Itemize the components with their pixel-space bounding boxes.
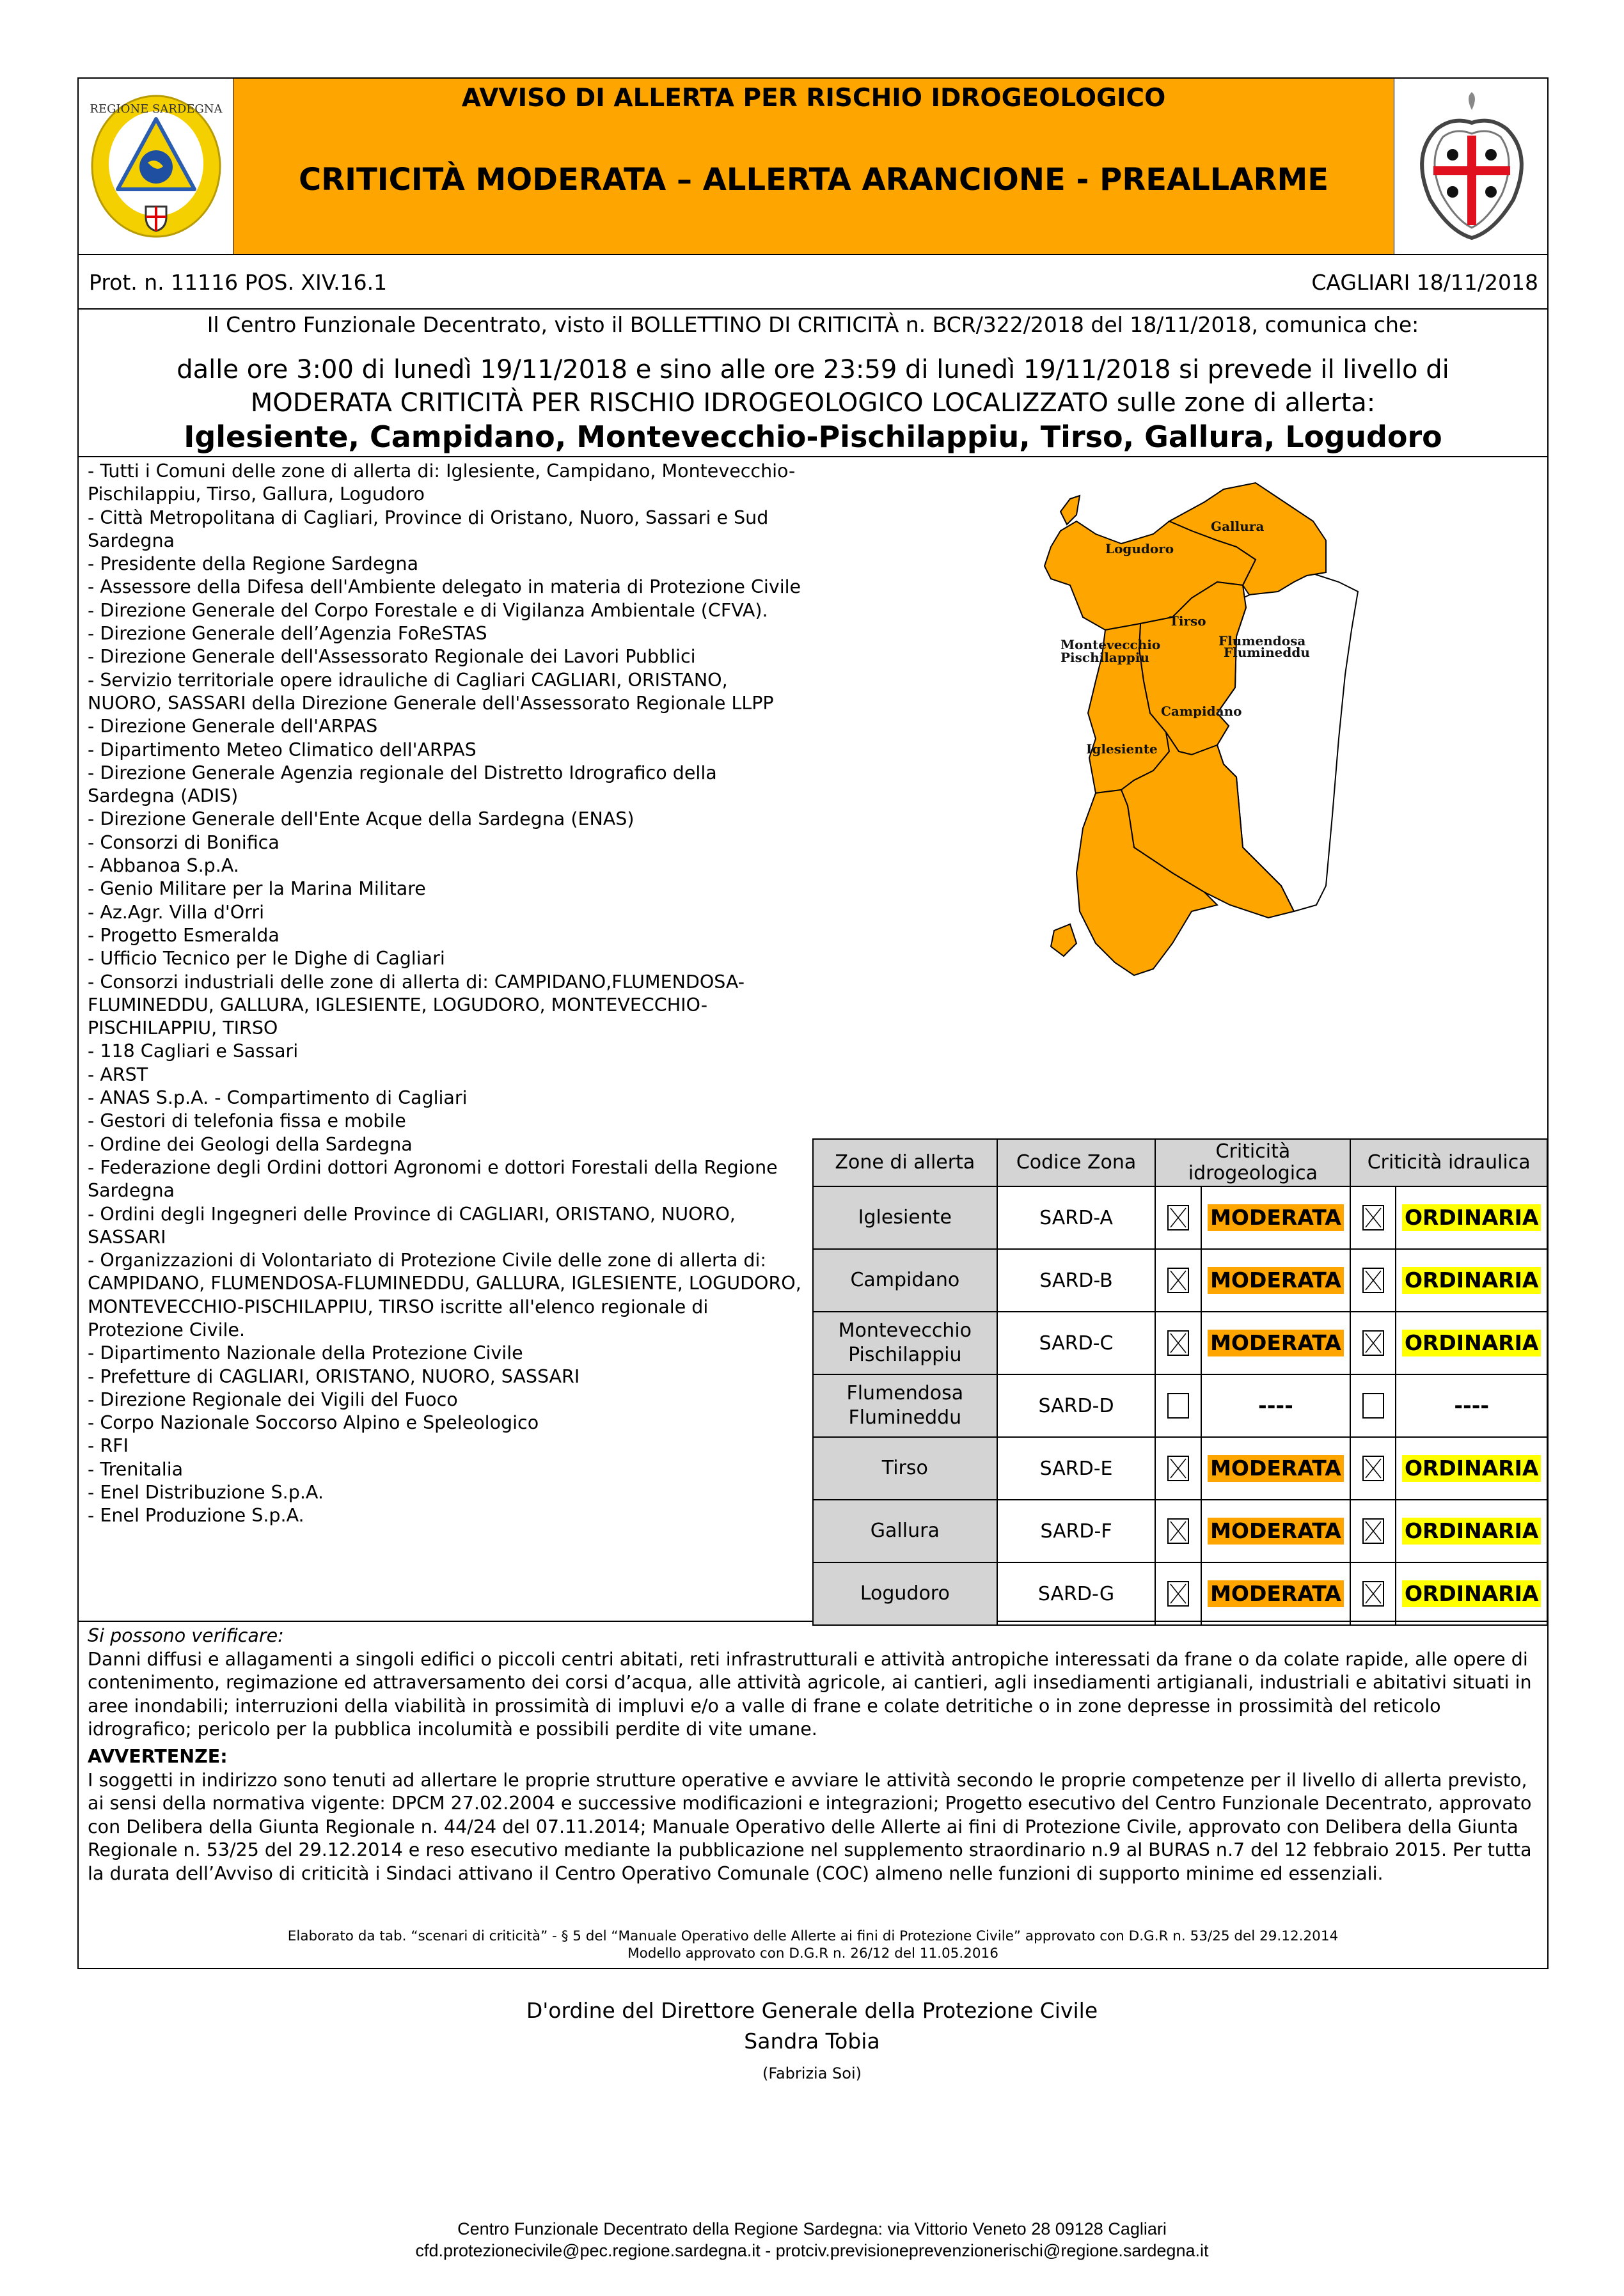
signatory-name: Sandra Tobia [744,2029,880,2054]
zone-code: SARD-F [997,1500,1156,1562]
recipient-item: - Az.Agr. Villa d'Orri [88,901,265,923]
alert-title: AVVISO DI ALLERTA PER RISCHIO IDROGEOLOGICO [461,84,1166,113]
drafted-by: (Fabrizia Soi) [762,2064,862,2082]
source-note [79,1928,1547,1962]
hydraulic-checkbox-cell [1350,1437,1396,1500]
map-island-sant-antioco [1051,924,1076,956]
hydraulic-level-cell [1396,1186,1547,1249]
warnings-text: I soggetti in indirizzo sono tenuti ad allertare le proprie strutture operative e avviare le attività secondo le proprie competenze per il livello di allerta previsto, ai sensi della normativa vigente: DPCM 27.02.2004 e successive modificazioni e integrazioni; Progetto esecutivo del Centro Funzionale Decentrato, approvato con Delibera della Giunta Regionale n. 44/24 del 07.11.2014; Manuale Operativo delle Allerte ai fini di Protezione Civile, approvato con Delibera della Giunta Regionale n. 53/25 del 29.12.2014 e reso esecutivo mediante la pubblicazione nel supplemento straordinario n.9 al BURAS n.7 del 12 febbraio 2015. Per tutta la durata dell’Avviso di criticità i Sindaci attivano il Centro Operativo Comunale (COC) almeno nelle funzioni di supporto minime ed essenziali. [88,1769,1532,1884]
source-note-line1: Elaborato da tab. “scenari di criticità” - § 5 del “Manuale Operativo delle Allerte ai fini di Protezione Civile” approvato con D.G.R n. 53/25 del 29.12.2014 [287,1928,1339,1944]
effects-heading: Si possono verificare: [88,1625,284,1646]
recipient-item: - Abbanoa S.p.A. [88,855,239,877]
zone-row [813,1374,1547,1437]
hydraulic-level-badge: ORDINARIA [1402,1330,1541,1356]
recipient-item: - Corpo Nazionale Soccorso Alpino e Speleologico [88,1412,539,1434]
hydrogeo-level-cell [1201,1312,1351,1374]
hydrogeo-level-cell [1201,1437,1351,1500]
hydrogeo-checkbox-cell [1155,1312,1201,1374]
recipient-item: - Direzione Generale del Corpo Forestale e di Vigilanza Ambientale (CFVA). [88,599,768,621]
hydraulic-checkbox-cell [1350,1312,1396,1374]
zone-row [813,1312,1547,1374]
zone-name-text: Gallura [870,1520,940,1542]
place-date: CAGLIARI 18/11/2018 [1311,270,1538,295]
recipient-item: - Direzione Generale dell'Ente Acque della Sardegna (ENAS) [88,808,635,830]
hydrogeo-level-badge: MODERATA [1208,1330,1344,1356]
footer-address: Centro Funzionale Decentrato della Regione Sardegna: via Vittorio Veneto 28 09128 Cagliari [457,2219,1167,2238]
hydraulic-level-cell [1396,1562,1547,1625]
hydrogeo-level-cell [1201,1249,1351,1312]
recipient-item: - 118 Cagliari e Sassari [88,1041,299,1062]
recipient-item: - Enel Distribuzione S.p.A. [88,1482,324,1504]
col-header-zone: Zone di allerta [813,1139,997,1186]
zone-name-text: Iglesiente [858,1206,952,1229]
map-label-iglesiente: Iglesiente [1086,741,1158,757]
coat-of-arms-cell [1394,79,1549,254]
zone-name [813,1500,997,1562]
signature-order-line: D'ordine del Direttore Generale della Protezione Civile [526,1998,1098,2023]
hydraulic-level-cell [1396,1374,1547,1437]
map-label-logudoro: Logudoro [1105,541,1174,556]
hydraulic-level-badge: ORDINARIA [1402,1267,1541,1294]
col-header-hydraulic: Criticità idraulica [1350,1139,1547,1186]
zone-name-text: Flumendosa Flumineddu [846,1382,964,1429]
hydrogeo-level-badge: MODERATA [1208,1518,1344,1545]
intro-period-line: dalle ore 3:00 di lunedì 19/11/2018 e sino alle ore 23:59 di lunedì 19/11/2018 si prevede il livello di [177,355,1449,384]
protocol-number: Prot. n. 11116 POS. XIV.16.1 [89,270,388,295]
protocol-row [79,255,1547,310]
hydrogeo-level-badge: MODERATA [1208,1455,1344,1482]
recipient-item: - Ordini degli Ingegneri delle Province di CAGLIARI, ORISTANO, NUORO, SASSARI [88,1203,741,1248]
recipient-item: - Direzione Generale dell'ARPAS [88,716,378,737]
hydraulic-checkbox[interactable] [1362,1268,1384,1293]
col-header-code: Codice Zona [997,1139,1156,1186]
zone-row [813,1249,1547,1312]
hydraulic-checkbox[interactable] [1362,1456,1384,1481]
hydrogeo-level-badge: MODERATA [1208,1580,1344,1607]
sardinia-map-svg [1025,470,1384,1110]
zone-code: SARD-D [997,1374,1156,1437]
recipient-item: - Assessore della Difesa dell'Ambiente delegato in materia di Protezione Civile [88,576,801,598]
hydraulic-checkbox-cell [1350,1374,1396,1437]
hydraulic-level-cell [1396,1500,1547,1562]
map-label-flumendosa: Flumendosa [1218,633,1306,649]
zone-name-text: Logudoro [860,1582,950,1605]
intro-section [79,310,1547,457]
hydrogeo-checkbox[interactable] [1167,1456,1189,1481]
recipient-item: - Progetto Esmeralda [88,924,280,946]
col-header-hydrogeo: Criticità idrogeologica [1155,1139,1350,1186]
hydrogeo-checkbox[interactable] [1167,1518,1189,1544]
hydrogeo-checkbox[interactable] [1167,1581,1189,1607]
hydraulic-checkbox[interactable] [1362,1205,1384,1231]
recipient-item: - Federazione degli Ordini dottori Agronomi e dottori Forestali della Regione Sardegna [88,1156,784,1202]
hydrogeo-level-cell [1201,1186,1351,1249]
recipient-item: - Città Metropolitana di Cagliari, Province di Oristano, Nuoro, Sassari e Sud Sardegna [88,507,775,551]
zone-name [813,1437,997,1500]
map-label-gallura: Gallura [1211,519,1265,534]
zone-row [813,1562,1547,1625]
alert-zones-table [812,1138,1548,1626]
zone-name [813,1186,997,1249]
zone-code: SARD-G [997,1562,1156,1625]
hydrogeo-checkbox-cell [1155,1374,1201,1437]
hydraulic-level-cell [1396,1312,1547,1374]
recipient-item: - ARST [88,1064,148,1085]
hydraulic-level-badge: ORDINARIA [1402,1580,1541,1607]
hydrogeo-checkbox[interactable] [1167,1268,1189,1293]
map-label-flumineddu: Flumineddu [1224,645,1310,660]
zone-row [813,1500,1547,1562]
hydraulic-level-badge: ---- [1454,1393,1490,1418]
sardinia-coat-of-arms-icon [1411,91,1533,242]
sardinia-alert-map [1025,470,1384,1110]
footer-emails[interactable]: cfd.protezionecivile@pec.regione.sardegna.it - protciv.previsioneprevenzionerischi@regione.sardegna.it [415,2241,1209,2260]
map-label-montevecchio: Montevecchio [1060,637,1161,652]
recipient-item: - Dipartimento Meteo Climatico dell'ARPAS [88,739,477,760]
warnings-heading: AVVERTENZE: [88,1745,228,1767]
body-section [79,457,1547,1622]
hydraulic-level-cell [1396,1249,1547,1312]
hydrogeo-level-badge: ---- [1258,1393,1293,1418]
hydrogeo-checkbox-cell [1155,1562,1201,1625]
zone-code: SARD-A [997,1186,1156,1249]
hydraulic-level-badge: ORDINARIA [1402,1455,1541,1482]
hydraulic-checkbox-cell [1350,1500,1396,1562]
recipient-item: - Direzione Regionale dei Vigili del Fuoco [88,1388,458,1410]
hydrogeo-level-cell [1201,1374,1351,1437]
zone-code: SARD-E [997,1437,1156,1500]
zone-name [813,1312,997,1374]
scenario-section [79,1622,1547,1969]
hydrogeo-level-cell [1201,1562,1351,1625]
hydrogeo-checkbox-cell [1155,1500,1201,1562]
recipient-item: - Tutti i Comuni delle zone di allerta di: Iglesiente, Campidano, Montevecchio-Pischilappiu, Tirso, Gallura, Logudoro [88,460,796,505]
table-header-row [813,1139,1547,1186]
hydraulic-checkbox[interactable] [1362,1393,1384,1419]
recipient-item: - Servizio territoriale opere idrauliche di Cagliari CAGLIARI, ORISTANO, NUORO, SASSARI della Direzione Generale dell'Assessorato Regionale LLPP [88,669,774,714]
zone-code: SARD-C [997,1312,1156,1374]
hydrogeo-level-cell [1201,1500,1351,1562]
hydrogeo-level-badge: MODERATA [1208,1267,1344,1294]
hydrogeo-checkbox[interactable] [1167,1393,1189,1419]
map-label-tirso: Tirso [1169,613,1206,629]
zone-code: SARD-B [997,1249,1156,1312]
recipient-item: - Consorzi industriali delle zone di allerta di: CAMPIDANO,FLUMENDOSA-FLUMINEDDU, GALLURA, IGLESIENTE, LOGUDORO, MONTEVECCHIO-PISCHILAPPIU, TIRSO [88,971,745,1039]
zone-row [813,1437,1547,1500]
hydrogeo-level-badge: MODERATA [1208,1204,1344,1231]
recipient-item: - Organizzazioni di Volontariato di Protezione Civile delle zone di allerta di: CAMPIDANO, FLUMENDOSA-FLUMINEDDU, GALLURA, IGLESIENTE, LOGUDORO, MONTEVECCHIO-PISCHILAPPIU, TIRSO iscritte all'elenco regionale di Protezione Civile. [88,1250,807,1341]
hydraulic-checkbox-cell [1350,1249,1396,1312]
hydraulic-level-badge: ORDINARIA [1402,1204,1541,1231]
map-label-pischilappiu: Pischilappiu [1060,650,1149,665]
recipients-list [88,460,807,1528]
hydraulic-level-badge: ORDINARIA [1402,1518,1541,1545]
recipient-item: - Dipartimento Nazionale della Protezione Civile [88,1342,523,1364]
hydraulic-checkbox[interactable] [1362,1518,1384,1544]
protezione-civile-logo-icon [89,93,223,239]
intro-criticality-line: MODERATA CRITICITÀ PER RISCHIO IDROGEOLOGICO LOCALIZZATO sulle zone di allerta: [250,388,1376,418]
hydrogeo-checkbox[interactable] [1167,1205,1189,1231]
zone-row [813,1186,1547,1249]
recipient-item: - Consorzi di Bonifica [88,831,280,853]
intro-period [79,353,1547,420]
recipient-item: - Prefetture di CAGLIARI, ORISTANO, NUORO, SASSARI [88,1365,580,1387]
affected-zones: Iglesiente, Campidano, Montevecchio-Pischilappiu, Tirso, Gallura, Logudoro [184,420,1442,454]
recipient-item: - Genio Militare per la Marina Militare [88,878,426,900]
zone-name [813,1374,997,1437]
recipient-item: - Direzione Generale dell'Assessorato Regionale dei Lavori Pubblici [88,646,696,668]
recipient-item: - Enel Produzione S.p.A. [88,1505,304,1527]
protezione-civile-logo-cell [79,79,233,254]
recipient-item: - Direzione Generale dell’Agenzia FoReSTAS [88,623,487,645]
hydraulic-checkbox[interactable] [1362,1330,1384,1356]
hydrogeo-checkbox-cell [1155,1249,1201,1312]
intro-bulletin-line: Il Centro Funzionale Decentrato, visto il BOLLETTINO DI CRITICITÀ n. BCR/322/2018 del 18/11/2018, comunica che: [207,312,1419,337]
zone-name [813,1562,997,1625]
hydraulic-checkbox-cell [1350,1562,1396,1625]
hydrogeo-checkbox[interactable] [1167,1330,1189,1356]
zone-name-text: Montevecchio Pischilappiu [838,1319,972,1366]
zone-name-text: Campidano [850,1269,960,1291]
recipient-item: - Ufficio Tecnico per le Dighe di Cagliari [88,948,445,970]
alert-banner [233,79,1394,254]
recipient-item: - Trenitalia [88,1458,184,1480]
recipient-item: - ANAS S.p.A. - Compartimento di Cagliari [88,1087,468,1109]
svg-text:REGIONE SARDEGNA: REGIONE SARDEGNA [89,102,223,116]
hydraulic-level-cell [1396,1437,1547,1500]
recipient-item: - Gestori di telefonia fissa e mobile [88,1110,406,1132]
zone-name [813,1249,997,1312]
map-island-asinara [1060,496,1080,524]
header [79,79,1547,255]
recipient-item: - Presidente della Regione Sardegna [88,553,419,575]
page-footer [0,2218,1624,2261]
signature-block [0,1995,1624,2057]
hydraulic-checkbox-cell [1350,1186,1396,1249]
effects-text: Danni diffusi e allagamenti a singoli edifici o piccoli centri abitati, reti infrastrutturali e attività antropiche interessati da frane o da colate rapide, alle opere di contenimento, regimazione ed attraversamento dei corsi d’acqua, alle attività agricole, ai cantieri, agli insediamenti artigianali, industriali e abitativi situati in aree inondabili; interruzioni della viabilità in prossimità di impluvi e/o a valle di frane e colate detritiche o in zone depresse in prossimità del reticolo idrografico; pericolo per la pubblica incolumità e possibili perdite di vite umane. [88,1648,1532,1740]
map-label-campidano: Campidano [1161,704,1242,719]
recipient-item: - Direzione Generale Agenzia regionale del Distretto Idrografico della Sardegna (ADIS) [88,762,723,807]
alert-document [77,77,1549,1969]
hydrogeo-checkbox-cell [1155,1437,1201,1500]
source-note-line2: Modello approvato con D.G.R n. 26/12 del 11.05.2016 [627,1946,998,1962]
alert-level-title: CRITICITÀ MODERATA – ALLERTA ARANCIONE - PREALLARME [298,162,1329,198]
hydraulic-checkbox[interactable] [1362,1581,1384,1607]
zone-name-text: Tirso [881,1457,928,1479]
hydrogeo-checkbox-cell [1155,1186,1201,1249]
recipient-item: - Ordine dei Geologi della Sardegna [88,1133,413,1155]
recipient-item: - RFI [88,1435,129,1457]
